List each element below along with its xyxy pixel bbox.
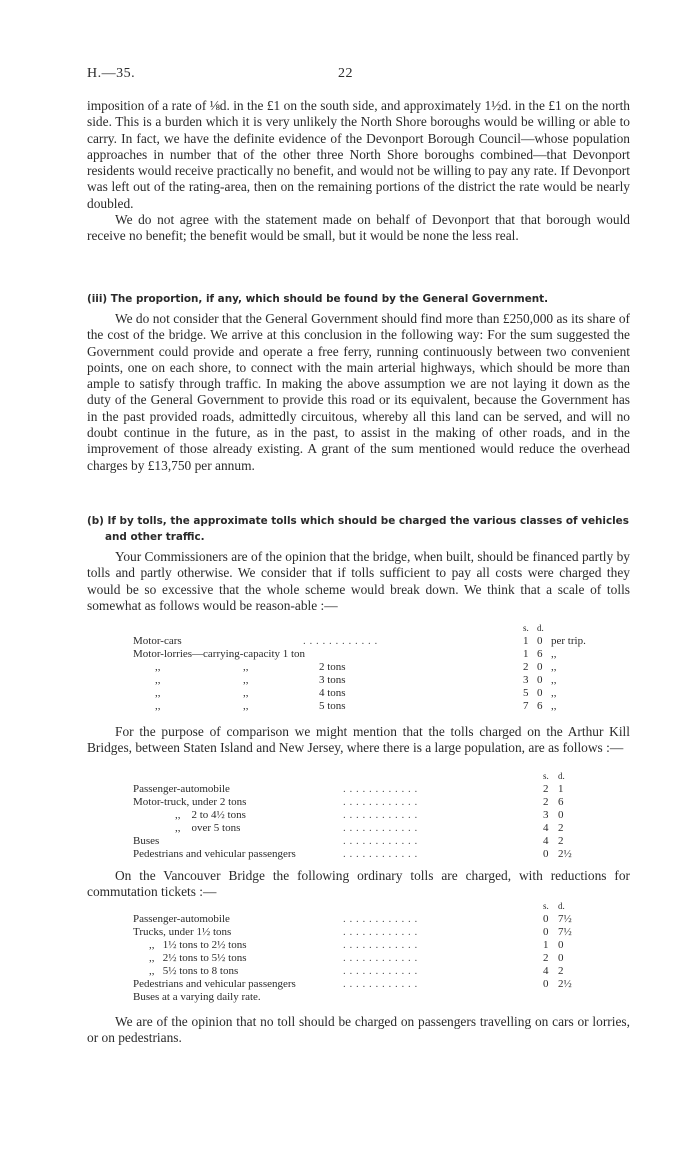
section-heading-b — [87, 513, 630, 545]
row-note: ,, — [551, 661, 557, 673]
value-shillings: 1 — [543, 939, 549, 951]
paragraph-5 — [87, 724, 630, 757]
row-label: 2½ tons to 5½ tons — [162, 952, 247, 964]
column-header-shillings: s. — [543, 901, 549, 911]
ditto-mark: ,, — [243, 700, 249, 712]
column-header-shillings: s. — [543, 771, 549, 781]
ditto-mark: ,, — [155, 687, 161, 699]
table-row — [133, 635, 623, 648]
ditto-mark: ,, — [155, 661, 161, 673]
leader-dots: . . . . . . . . . . . . — [343, 913, 418, 925]
row-note: per trip. — [551, 635, 586, 647]
value-shillings: 4 — [543, 822, 549, 834]
row-label: Buses at a varying daily rate. — [133, 991, 261, 1003]
proposed-tolls-table — [133, 622, 623, 713]
table-row — [133, 822, 573, 835]
heading-line: and other traffic. — [105, 531, 205, 543]
value-shillings: 2 — [523, 661, 529, 673]
value-shillings: 3 — [543, 809, 549, 821]
ditto-mark: ,, — [243, 687, 249, 699]
column-header-shillings: s. — [523, 623, 529, 633]
value-pence: 6 — [537, 700, 543, 712]
paragraph-text: On the Vancouver Bridge the following ordinary tolls are charged, with reductions for commutation tickets :— — [87, 868, 630, 900]
table-row — [133, 661, 623, 674]
row-label: 1½ tons to 2½ tons — [162, 939, 247, 951]
value-pence: 2 — [558, 965, 564, 977]
table-row — [133, 796, 573, 809]
row-label: Motor-lorries—carrying-capacity 1 ton — [133, 648, 306, 660]
paragraph-1 — [87, 98, 630, 245]
value-shillings: 7 — [523, 700, 529, 712]
row-label: Pedestrians and vehicular passengers — [133, 848, 296, 860]
value-shillings: 0 — [543, 926, 549, 938]
value-pence: 7½ — [558, 926, 572, 938]
row-label: 5 tons — [319, 700, 346, 712]
table-row — [133, 913, 573, 926]
value-pence: 2 — [558, 835, 564, 847]
paragraph-4 — [87, 549, 630, 614]
row-label: 3 tons — [319, 674, 346, 686]
row-note: ,, — [551, 700, 557, 712]
ditto-mark: ,, — [243, 661, 249, 673]
ditto-mark: ,, — [149, 939, 155, 951]
paragraph-text: imposition of a rate of ⅛d. in the £1 on the south side, and approximately 1½d. in the £1 on the north side. This is a burden which it is very unlikely the North Shore boroughs would be willing or able to carry. In fact, we have the definite evidence of the Devonport Borough Council—whose population approaches in number that of the other three North Shore boroughs combined—that Devonport residents would receive practically no benefit, and would not be willing to pay any rate. If Devonport was left out of the rating-area, then on the remaining portions of the district the rate would be nearly doubled. — [87, 98, 630, 211]
leader-dots: . . . . . . . . . . . . — [343, 783, 418, 795]
paragraph-text: We do not consider that the General Government should find more than £250,000 as its share of the cost of the bridge. We arrive at this conclusion in the following way: For the sum suggested the Government could provide and operate a free ferry, running continuously between two convenient points, one on each shore, to connect with the main arterial highways, which should be more than ample to satisfy through traffic. In making the above assumption we are not laying it down as the duty of the General Government to provide this road or its equivalent, because the Government has in the past provided roads, admittedly circuitous, whereby all this land can be served, and will no doubt continue in the future, as in the past, to assist in the making of other roads, and in the improvement of those already existing. A grant of the sum mentioned would reduce the overhead charges by £13,750 per annum. — [87, 311, 630, 473]
table-row — [133, 648, 623, 661]
row-label: 2 to 4½ tons — [191, 809, 246, 821]
ditto-mark: ,, — [149, 952, 155, 964]
value-shillings: 2 — [543, 783, 549, 795]
ditto-mark: ,, — [155, 674, 161, 686]
table-row — [133, 952, 573, 965]
leader-dots: . . . . . . . . . . . . — [343, 939, 418, 951]
table-row — [133, 674, 623, 687]
value-shillings: 0 — [543, 913, 549, 925]
ditto-mark: ,, — [155, 700, 161, 712]
value-shillings: 0 — [543, 978, 549, 990]
column-header-pence: d. — [558, 901, 565, 911]
paragraph-text: We do not agree with the statement made on behalf of Devonport that that borough would receive no benefit; the benefit would be small, but it would be none the less real. — [87, 212, 630, 244]
table-row — [133, 848, 573, 861]
row-note: ,, — [551, 648, 557, 660]
table-row — [133, 700, 623, 713]
value-shillings: 4 — [543, 965, 549, 977]
leader-dots: . . . . . . . . . . . . — [343, 796, 418, 808]
value-shillings: 5 — [523, 687, 529, 699]
page-number: 22 — [338, 66, 353, 81]
value-pence: 6 — [558, 796, 564, 808]
ditto-mark: ,, — [243, 674, 249, 686]
ditto-mark: ,, — [175, 809, 181, 821]
value-pence: 2½ — [558, 848, 572, 860]
leader-dots: . . . . . . . . . . . . — [343, 952, 418, 964]
row-label: Motor-truck, under 2 tons — [133, 796, 247, 808]
value-shillings: 2 — [543, 796, 549, 808]
table-row — [133, 978, 573, 991]
value-pence: 0 — [537, 661, 543, 673]
value-shillings: 1 — [523, 635, 529, 647]
paragraph-6 — [87, 868, 630, 901]
value-pence: 6 — [537, 648, 543, 660]
paragraph-text: We are of the opinion that no toll should be charged on passengers travelling on cars or lorries, or on pedestrians. — [87, 1014, 630, 1046]
leader-dots: . . . . . . . . . . . . — [343, 822, 418, 834]
leader-dots: . . . . . . . . . . . . — [343, 978, 418, 990]
column-header-pence: d. — [537, 623, 544, 633]
row-note: ,, — [551, 687, 557, 699]
column-header-pence: d. — [558, 771, 565, 781]
row-label: 4 tons — [319, 687, 346, 699]
value-pence: 0 — [558, 939, 564, 951]
value-shillings: 4 — [543, 835, 549, 847]
leader-dots: . . . . . . . . . . . . — [343, 809, 418, 821]
table-row — [133, 809, 573, 822]
value-pence: 2 — [558, 822, 564, 834]
table-row — [133, 926, 573, 939]
paragraph-7 — [87, 1014, 630, 1047]
paragraph-text: Your Commissioners are of the opinion that the bridge, when built, should be financed partly by tolls and partly otherwise. We consider that if tolls sufficient to pay all costs were charged they would be so excessive that the whole scheme would break down. We think that a scale of tolls somewhat as follows would be reason-able :— — [87, 549, 630, 613]
value-pence: 0 — [537, 674, 543, 686]
row-note: ,, — [551, 674, 557, 686]
value-pence: 0 — [537, 687, 543, 699]
leader-dots: . . . . . . . . . . . . — [343, 848, 418, 860]
value-pence: 0 — [558, 952, 564, 964]
table-row — [133, 939, 573, 952]
value-pence: 0 — [537, 635, 543, 647]
value-shillings: 3 — [523, 674, 529, 686]
table-row — [133, 991, 573, 1004]
row-label: Buses — [133, 835, 160, 847]
row-label: 5½ tons to 8 tons — [162, 965, 239, 977]
row-label: over 5 tons — [191, 822, 241, 834]
vancouver-tolls-table — [133, 900, 573, 1004]
row-label: 2 tons — [319, 661, 346, 673]
leader-dots: . . . . . . . . . . . . — [343, 926, 418, 938]
paragraph-3 — [87, 311, 630, 474]
value-pence: 0 — [558, 809, 564, 821]
arthur-kill-tolls-table — [133, 770, 573, 861]
table-row — [133, 835, 573, 848]
document-reference: H.—35. — [87, 66, 136, 81]
value-shillings: 0 — [543, 848, 549, 860]
leader-dots: . . . . . . . . . . . . — [343, 835, 418, 847]
leader-dots: . . . . . . . . . . . . — [343, 965, 418, 977]
ditto-mark: ,, — [175, 822, 181, 834]
table-row — [133, 687, 623, 700]
value-shillings: 2 — [543, 952, 549, 964]
row-label: Passenger-automobile — [133, 913, 230, 925]
value-pence: 7½ — [558, 913, 572, 925]
ditto-mark: ,, — [149, 965, 155, 977]
value-shillings: 1 — [523, 648, 529, 660]
row-label: Motor-cars — [133, 635, 182, 647]
value-pence: 1 — [558, 783, 564, 795]
table-row — [133, 965, 573, 978]
row-label: Pedestrians and vehicular passengers — [133, 978, 296, 990]
value-pence: 2½ — [558, 978, 572, 990]
table-row — [133, 783, 573, 796]
heading-line: (b) If by tolls, the approximate tolls which should be charged the various classes of vehicles — [87, 515, 629, 527]
row-label: Trucks, under 1½ tons — [133, 926, 232, 938]
section-heading-iii: (iii) The proportion, if any, which should be found by the General Government. — [87, 293, 549, 305]
leader-dots: . . . . . . . . . . . . — [303, 635, 378, 647]
paragraph-text: For the purpose of comparison we might mention that the tolls charged on the Arthur Kill Bridges, between Staten Island and New Jersey, where there is a large population, are as follows :— — [87, 724, 630, 756]
row-label: Passenger-automobile — [133, 783, 230, 795]
